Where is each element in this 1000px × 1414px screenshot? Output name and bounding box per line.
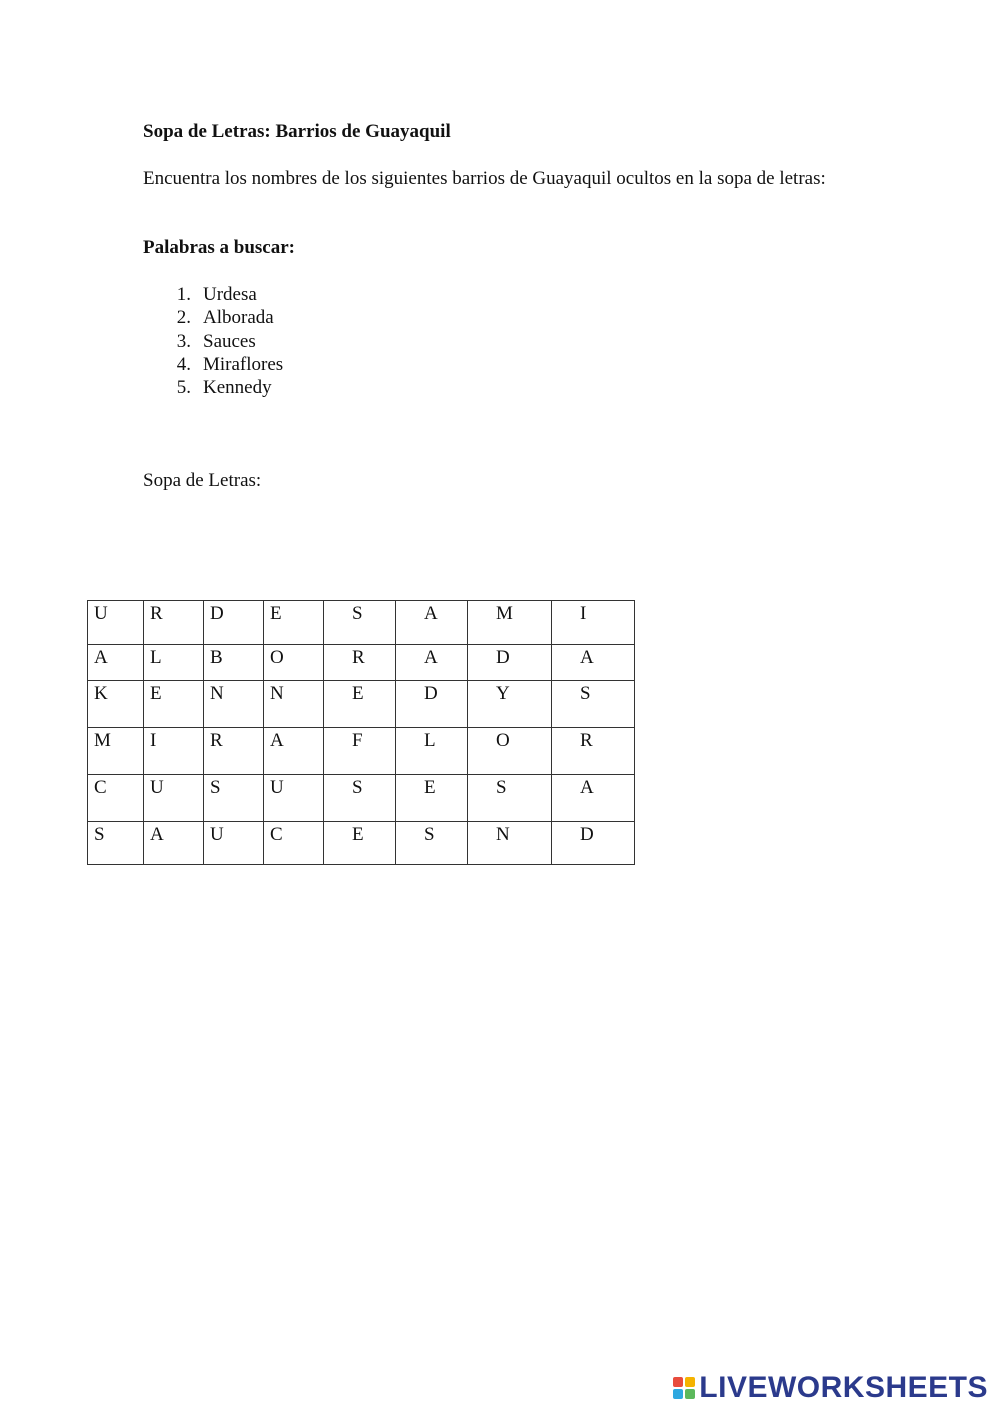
grid-cell: U	[144, 775, 204, 822]
logo-square	[685, 1377, 695, 1387]
word-list-item	[163, 353, 283, 376]
grid-cell: D	[468, 645, 552, 681]
grid-cell: S	[204, 775, 264, 822]
grid-cell: A	[552, 775, 635, 822]
grid-cell: Y	[468, 681, 552, 728]
grid-cell: M	[468, 601, 552, 645]
grid-cell: S	[468, 775, 552, 822]
grid-cell: N	[264, 681, 324, 728]
word-number: 5.	[176, 377, 191, 399]
grid-cell: U	[264, 775, 324, 822]
grid-cell: I	[552, 601, 635, 645]
logo-square	[685, 1389, 695, 1399]
grid-cell: M	[88, 728, 144, 775]
logo-square	[673, 1377, 683, 1387]
worksheet-title: Sopa de Letras: Barrios de Guayaquil	[143, 121, 451, 142]
word-list-item	[163, 306, 283, 329]
grid-cell: E	[264, 601, 324, 645]
grid-row	[88, 728, 635, 775]
grid-cell: N	[204, 681, 264, 728]
liveworksheets-logo	[673, 1372, 988, 1404]
grid-cell: E	[324, 681, 396, 728]
grid-cell: R	[204, 728, 264, 775]
word-search-grid	[87, 600, 635, 865]
word-list-item	[163, 330, 283, 353]
grid-row	[88, 681, 635, 728]
grid-cell: R	[144, 601, 204, 645]
grid-cell: O	[264, 645, 324, 681]
grid-cell: E	[144, 681, 204, 728]
grid-cell: D	[396, 681, 468, 728]
grid-cell: E	[396, 775, 468, 822]
grid-cell: A	[88, 645, 144, 681]
grid-cell: N	[468, 822, 552, 865]
grid-cell: C	[88, 775, 144, 822]
word-label: Sauces	[203, 330, 256, 352]
grid-cell: S	[324, 601, 396, 645]
liveworksheets-logo-icon	[673, 1377, 695, 1399]
grid-cell: A	[396, 645, 468, 681]
grid-cell: S	[396, 822, 468, 865]
grid-cell: A	[144, 822, 204, 865]
grid-cell: S	[88, 822, 144, 865]
grid-cell: F	[324, 728, 396, 775]
word-label: Miraflores	[203, 353, 284, 375]
grid-cell: R	[324, 645, 396, 681]
word-number: 2.	[176, 307, 191, 329]
grid-row	[88, 645, 635, 681]
word-label: Kennedy	[203, 377, 272, 399]
words-heading: Palabras a buscar:	[143, 237, 295, 258]
grid-cell: A	[264, 728, 324, 775]
grid-cell: S	[324, 775, 396, 822]
grid-cell: E	[324, 822, 396, 865]
grid-cell: B	[204, 645, 264, 681]
grid-cell: I	[144, 728, 204, 775]
word-label: Alborada	[203, 307, 274, 329]
word-number: 3.	[176, 330, 191, 352]
grid-cell: U	[88, 601, 144, 645]
grid-cell: A	[396, 601, 468, 645]
word-list	[163, 283, 283, 399]
instructions-text: Encuentra los nombres de los siguientes barrios de Guayaquil ocultos en la sopa de letras:	[143, 168, 826, 189]
grid-cell: A	[552, 645, 635, 681]
grid-cell: K	[88, 681, 144, 728]
grid-cell: C	[264, 822, 324, 865]
grid-cell: D	[552, 822, 635, 865]
word-number: 1.	[176, 284, 191, 305]
word-list-item	[163, 376, 283, 399]
logo-text: LIVEWORKSHEETS	[699, 1371, 988, 1404]
grid-row	[88, 775, 635, 822]
grid-cell: L	[144, 645, 204, 681]
grid-row	[88, 601, 635, 645]
word-list-item	[163, 283, 283, 306]
word-number: 4.	[176, 353, 191, 375]
word-label: Urdesa	[203, 284, 257, 305]
grid-label: Sopa de Letras:	[143, 470, 262, 491]
logo-square	[673, 1389, 683, 1399]
grid-cell: D	[204, 601, 264, 645]
grid-cell: R	[552, 728, 635, 775]
grid-cell: U	[204, 822, 264, 865]
grid-row	[88, 822, 635, 865]
grid-cell: S	[552, 681, 635, 728]
grid-cell: L	[396, 728, 468, 775]
grid-cell: O	[468, 728, 552, 775]
